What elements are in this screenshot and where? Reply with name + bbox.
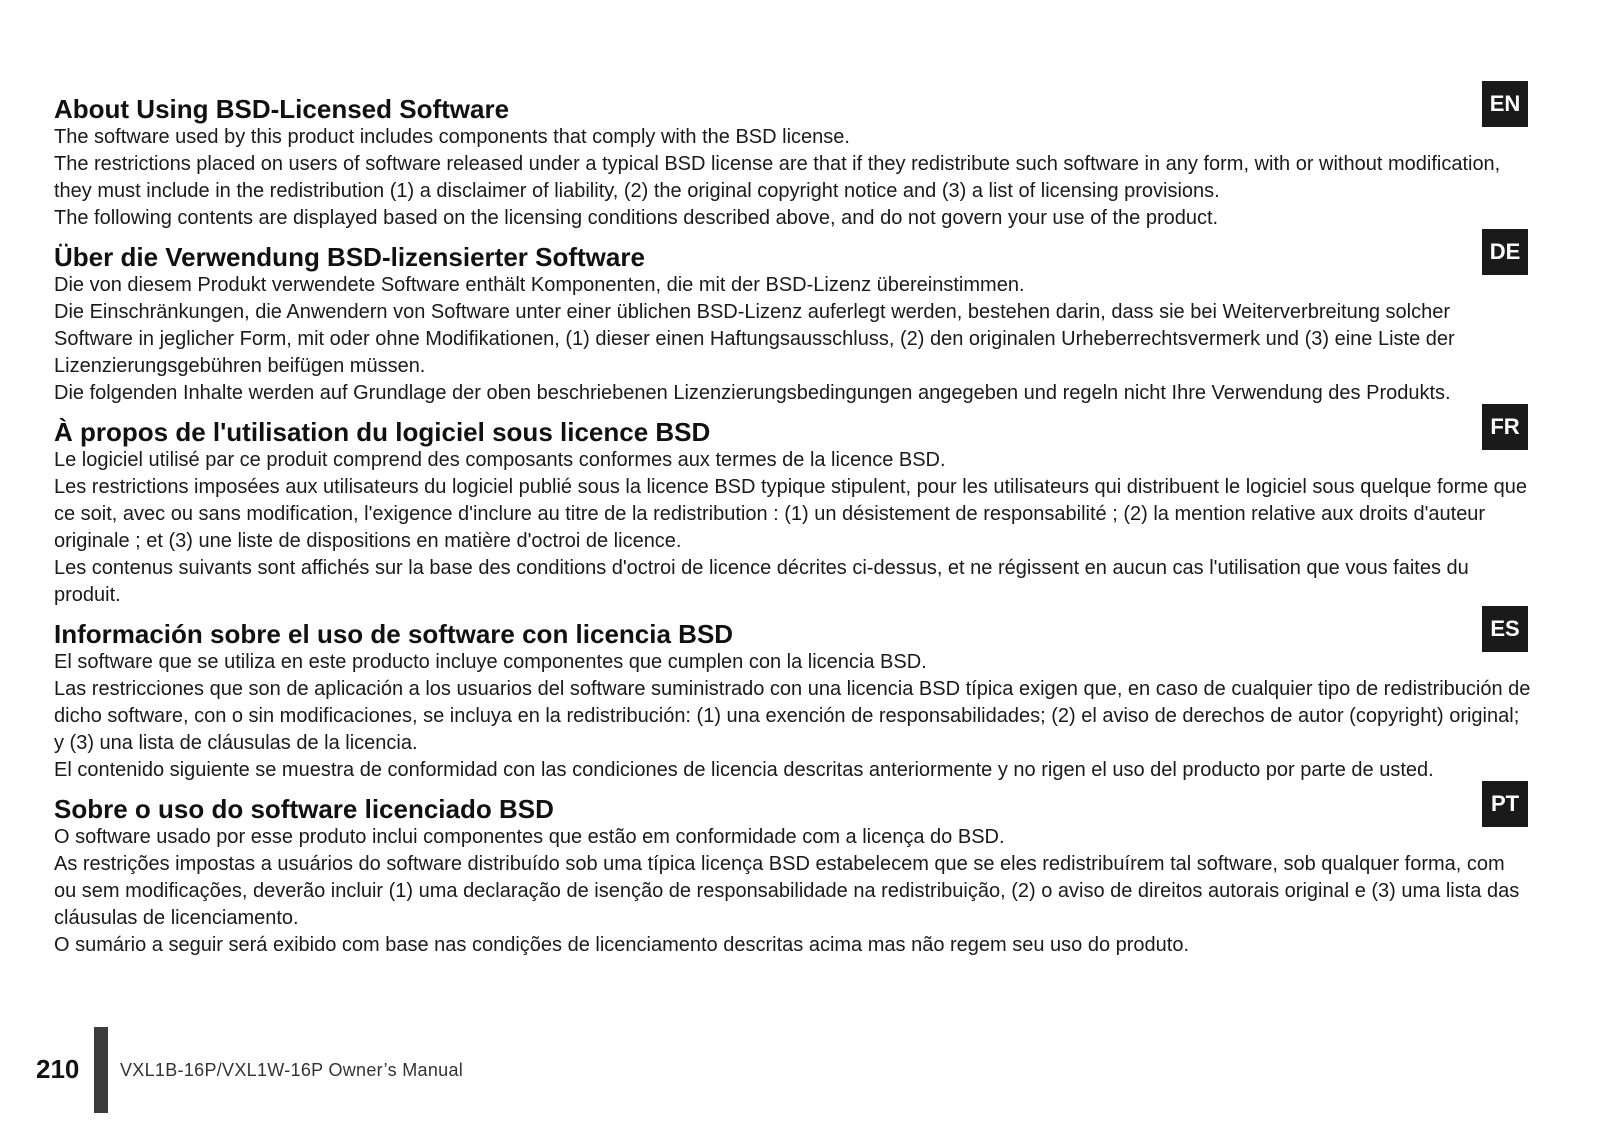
section-paragraph: El software que se utiliza en este producto incluye componentes que cumplen con la licencia BSD. — [54, 651, 927, 673]
language-tab-en: EN — [1482, 81, 1528, 127]
section-paragraph: The software used by this product includes components that comply with the BSD license. — [54, 126, 850, 148]
section-en — [54, 91, 1532, 232]
section-paragraph: The following contents are displayed based on the licensing conditions described above, and do not govern your use of the product. — [54, 207, 1219, 229]
section-paragraph: Les restrictions imposées aux utilisateurs du logiciel publié sous la licence BSD typique stipulent, pour les utilisateurs qui distribuent le logiciel sous quelque forme que ce soit, avec ou sans modification, l'exigence d'inclure au titre de la redistribution : (1) un désistement de responsabilité ; (2) la mention relative aux droits d'auteur originale ; et (3) une liste de dispositions en matière d'octroi de licence. — [54, 476, 1528, 552]
language-tab-de: DE — [1482, 229, 1528, 275]
section-de — [54, 239, 1532, 407]
section-heading: À propos de l'utilisation du logiciel sous licence BSD — [54, 417, 711, 447]
footer-divider-bar — [94, 1027, 108, 1113]
section-paragraph: Les contenus suivants sont affichés sur la base des conditions d'octroi de licence décrites ci-dessus, et ne régissent en aucun cas l'utilisation que vous faites du produit. — [54, 557, 1469, 606]
section-paragraph: Die folgenden Inhalte werden auf Grundlage der oben beschriebenen Lizenzierungsbedingungen angegeben und regeln nicht Ihre Verwendung des Produkts. — [54, 382, 1451, 404]
language-tab-fr: FR — [1482, 404, 1528, 450]
section-heading: Über die Verwendung BSD-lizensierter Software — [54, 242, 645, 272]
section-heading: About Using BSD-Licensed Software — [54, 94, 510, 124]
section-pt — [54, 791, 1532, 959]
section-heading: Sobre o uso do software licenciado BSD — [54, 794, 554, 824]
language-tab-pt: PT — [1482, 781, 1528, 827]
section-paragraph: Die Einschränkungen, die Anwendern von Software unter einer üblichen BSD-Lizenz auferlegt werden, bestehen darin, dass sie bei Weiterverbreitung solcher Software in jeglicher Form, mit oder ohne Modifikationen, (1) dieser einen Haftungsausschluss, (2) den originalen Urheberrechtsvermerk und (3) eine Liste der Lizenzierungsgebühren beifügen müssen. — [54, 301, 1455, 377]
manual-title: VXL1B-16P/VXL1W-16P Owner’s Manual — [120, 1060, 464, 1080]
section-paragraph: O sumário a seguir será exibido com base nas condições de licenciamento descritas acima mas não regem seu uso do produto. — [54, 934, 1190, 956]
section-paragraph: O software usado por esse produto inclui componentes que estão em conformidade com a licença do BSD. — [54, 826, 1005, 848]
section-fr — [54, 414, 1532, 609]
section-paragraph: Le logiciel utilisé par ce produit comprend des composants conformes aux termes de la licence BSD. — [54, 449, 946, 471]
section-paragraph: Die von diesem Produkt verwendete Software enthält Komponenten, die mit der BSD-Lizenz übereinstimmen. — [54, 274, 1025, 296]
section-paragraph: As restrições impostas a usuários do software distribuído sob uma típica licença BSD estabelecem que se eles redistribuírem tal software, sob qualquer forma, com ou sem modificações, deverão incluir (1) uma declaração de isenção de responsabilidade na redistribuição, (2) o aviso de direitos autorais original e (3) uma lista das cláusulas de licenciamento. — [54, 853, 1520, 929]
section-paragraph: The restrictions placed on users of software released under a typical BSD license are that if they redistribute such software in any form, with or without modification, they must include in the redistribution (1) a disclaimer of liability, (2) the original copyright notice and (3) a list of licensing provisions. — [54, 153, 1501, 202]
page-footer — [0, 1050, 1601, 1128]
language-tab-es: ES — [1482, 606, 1528, 652]
section-heading: Información sobre el uso de software con licencia BSD — [54, 619, 734, 649]
page-number: 210 — [36, 1054, 80, 1084]
section-paragraph: El contenido siguiente se muestra de conformidad con las condiciones de licencia descritas anteriormente y no rigen el uso del producto por parte de usted. — [54, 759, 1434, 781]
section-es — [54, 616, 1532, 784]
document-body — [54, 91, 1532, 959]
section-paragraph: Las restricciones que son de aplicación a los usuarios del software suministrado con una licencia BSD típica exigen que, en caso de cualquier tipo de redistribución de dicho software, con o sin modificaciones, se incluya en la redistribución: (1) una exención de responsabilidades; (2) el aviso de derechos de autor (copyright) original; y (3) una lista de cláusulas de la licencia. — [54, 678, 1531, 754]
